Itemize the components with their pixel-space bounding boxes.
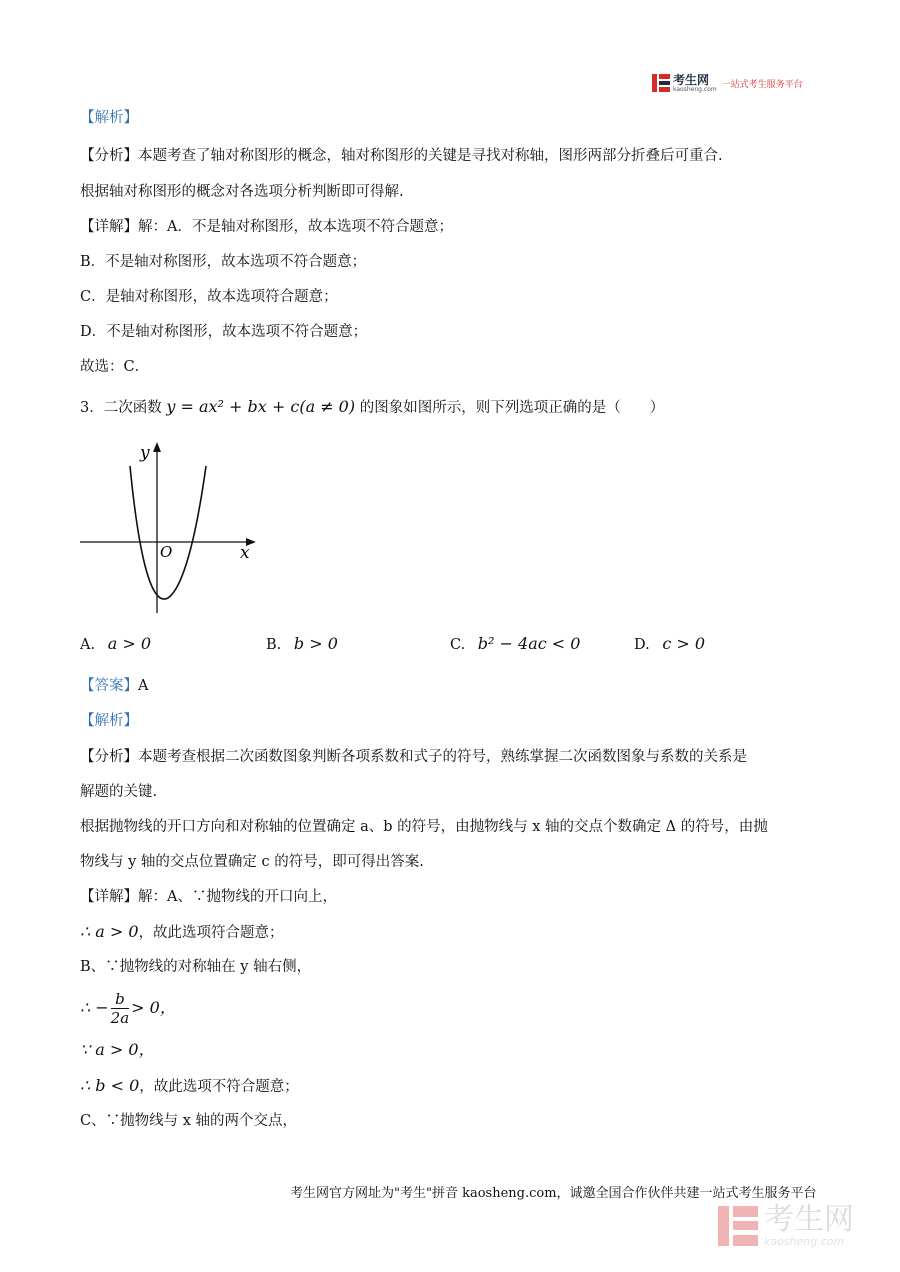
detail-line: C、∵抛物线与 x 轴的两个交点， <box>80 1113 297 1129</box>
detail-line: ∵ a > 0， <box>80 1040 155 1059</box>
detail-text: ，故此选项符合题意； <box>138 925 284 941</box>
detail-line: B．不是轴对称图形，故本选项不符合题意； <box>80 254 367 270</box>
option-c-letter: C. <box>450 637 466 653</box>
y-axis-arrow-icon <box>153 442 161 452</box>
option-c <box>450 634 580 655</box>
x-axis-label: x <box>240 543 250 563</box>
option-d-letter: D. <box>634 637 650 653</box>
option-d-expr: c > 0 <box>662 634 706 653</box>
option-b-letter: B. <box>266 637 282 653</box>
analysis-paragraph: 根据轴对称图形的概念对各选项分析判断即可得解. <box>80 184 404 200</box>
watermark-domain: kaosheng.com <box>764 1235 845 1248</box>
detail-line: C．是轴对称图形，故本选项符合题意； <box>80 289 338 305</box>
analysis-paragraph: 【分析】本题考查根据二次函数图象判断各项系数和式子的符号，熟练掌握二次函数图象与系数的关系是 <box>80 749 747 765</box>
option-c-expr: b² − 4ac < 0 <box>477 634 581 653</box>
fraction-denominator: 2a <box>110 1008 130 1027</box>
watermark-logo-icon <box>718 1206 758 1246</box>
section-label-analysis: 【解析】 <box>80 110 138 126</box>
logo-domain: kaosheng.com <box>673 85 717 93</box>
question-prefix: 3．二次函数 <box>80 400 162 416</box>
question-suffix: 的图象如图所示，则下列选项正确的是（ ） <box>359 400 665 416</box>
question-formula: y = ax² + bx + c(a ≠ 0) <box>166 397 356 416</box>
conclusion-line: 故选：C． <box>80 359 150 375</box>
detail-line: B、∵抛物线的对称轴在 y 轴右侧， <box>80 959 312 975</box>
question-3-stem <box>80 397 664 418</box>
option-a-expr: a > 0 <box>107 634 151 653</box>
header-logo <box>652 72 803 94</box>
answer-label: 【答案】 <box>80 678 138 694</box>
detail-math: ∴ a > 0 <box>80 922 139 941</box>
option-b <box>266 634 338 655</box>
detail-math: ∴ b < 0 <box>80 1076 140 1095</box>
detail-text: ，故此选项不符合题意； <box>139 1079 299 1095</box>
detail-line: 【详解】解：A、∵抛物线的开口向上， <box>80 889 337 905</box>
detail-line <box>80 1076 299 1097</box>
analysis-paragraph: 根据抛物线的开口方向和对称轴的位置确定 a、b 的符号，由抛物线与 x 轴的交点个数确定 Δ 的符号，由抛 <box>80 819 768 835</box>
option-d <box>634 634 705 655</box>
logo-slogan: 一站式考生服务平台 <box>721 79 803 90</box>
answer-line <box>80 676 148 696</box>
y-axis-label: y <box>140 443 150 463</box>
detail-fraction-line <box>80 988 176 1028</box>
section-label-analysis: 【解析】 <box>80 713 138 729</box>
fraction <box>111 990 130 1027</box>
parabola-graph <box>78 438 268 618</box>
parabola-curve <box>130 466 206 599</box>
fraction-prefix: ∴ − <box>80 998 109 1017</box>
answer-value: A <box>138 678 149 694</box>
analysis-paragraph: 【分析】本题考查了轴对称图形的概念，轴对称图形的关键是寻找对称轴，图形两部分折叠后可重合. <box>80 148 723 164</box>
detail-line <box>80 922 284 943</box>
option-b-expr: b > 0 <box>293 634 338 653</box>
origin-label: O <box>160 543 173 561</box>
watermark <box>718 1204 854 1248</box>
fraction-suffix: > 0， <box>131 998 176 1017</box>
analysis-paragraph: 物线与 y 轴的交点位置确定 c 的符号，即可得出答案. <box>80 854 424 870</box>
option-a-letter: A. <box>80 637 96 653</box>
watermark-name: 考生网 <box>764 1202 854 1237</box>
analysis-paragraph: 解题的关键. <box>80 784 158 800</box>
footer-text: 考生网官方网址为"考生"拼音 kaosheng.com，诚邀全国合作伙伴共建一站式考生服务平台 <box>290 1186 817 1201</box>
fraction-numerator: b <box>111 990 130 1009</box>
kaosheng-logo-icon <box>652 74 670 92</box>
detail-line: 【详解】解：A．不是轴对称图形，故本选项不符合题意； <box>80 219 453 235</box>
option-a <box>80 634 151 655</box>
detail-line: D．不是轴对称图形，故本选项不符合题意； <box>80 324 368 340</box>
logo-name: 考生网 <box>673 72 710 87</box>
